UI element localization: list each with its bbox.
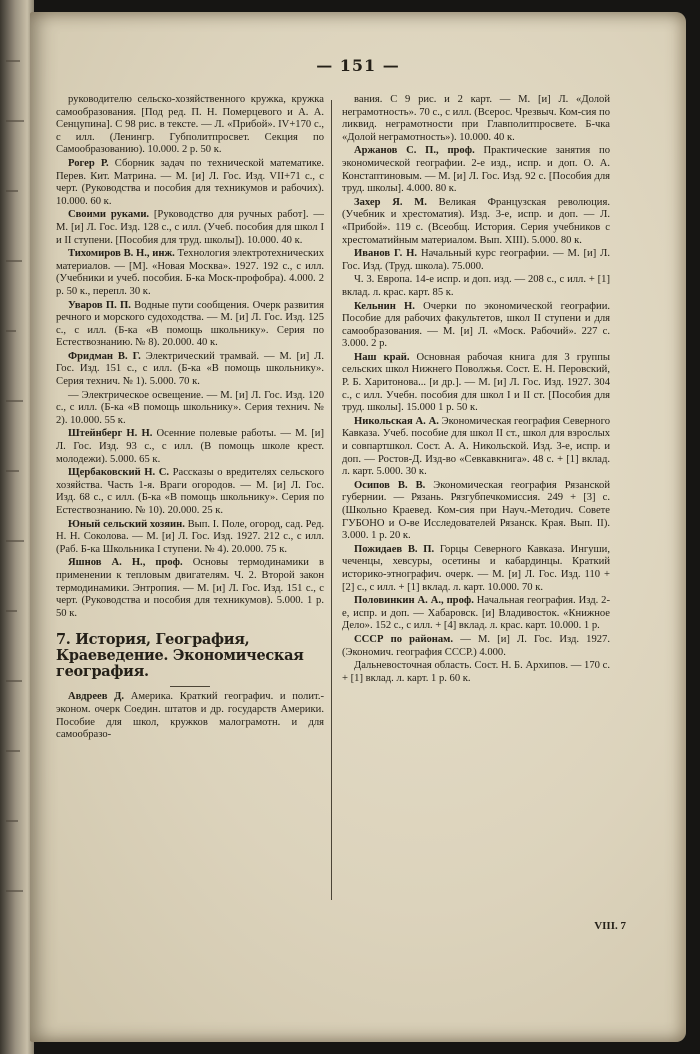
book-page — [30, 12, 686, 1042]
bibliography-entry — [342, 145, 610, 195]
bibliography-entry — [56, 691, 324, 741]
entry-author: Никольская А. А. — [354, 415, 439, 427]
entry-author: Иванов Г. Н. — [354, 248, 418, 260]
entry-author: Пожидаев В. П. — [354, 543, 435, 555]
entry-author: Авдреев Д. — [68, 691, 125, 703]
entry-text: Электрический трамвай. — М. [и] Л. Гос. Изд. 151 с., с илл. (Б-ка «В помощь школьнику». Серия технич. № 1). 5.000. 70 к. — [56, 350, 324, 388]
entry-text: — Электрическое освещение. — М. [и] Л. Гос. Изд. 120 с., с илл. (Б-ка «В помощь школьнику». Серия технич. № 2). 10.000. 55 к. — [56, 389, 324, 426]
bibliography-entry — [56, 158, 324, 208]
entry-text: Начальная география. Изд. 2-е, испр. и доп. — Хабаровск. [и] Владивосток. «Книжное Дело». 152 с., с илл. + [4] вклад. л. крас. карт. 10.000. 1 р. — [342, 595, 611, 632]
entry-text: Вып. I. Поле, огород, сад. Ред. Н. Н. Соколова. — М. [и] Л. Гос. Изд. 1927. 212 с., с илл. (Раб. Б-ка Школьника I ступени. № 4). 20.000. 75 к. — [56, 518, 324, 555]
entry-text: Рассказы о вредителях сельского хозяйства. Часть 1-я. Враги огородов. — М. [и] Л. Гос. Изд. 68 с., с илл. (Б-ка «В помощь школьнику». Серия по Естествознанию. № 10). 20.000. 25 к. — [56, 467, 324, 516]
entry-text: Технология электротехнических материалов. — [М]. «Новая Москва». 1927. 192 с., с илл. (Учебники и учеб. пособия. Б-ка Моск-профобра). 4.000. 2 р. 50 к., перепл. 30 к. — [56, 248, 324, 297]
entry-author: Кельнин Н. — [354, 300, 415, 312]
entry-text: Основная рабочая книга для 3 группы сельских школ Нижнего Поволжья. Сост. Е. Н. Перовский, Р. Б. Харитонова... [и др.]. — М. [и] Л. Гос. Изд. 1927. 304 с., с илл. Учебн. пособия для школ I и II ст. [Пособия для труд. школы]. 15.000 1 р. 50 к. — [342, 351, 610, 414]
bibliography-entry — [342, 634, 610, 659]
bibliography-entry — [56, 390, 324, 428]
entry-text: вания. С 9 рис. и 2 карт. — М. [и] Л. «Долой неграмотность». 70 с., с илл. (Всерос. Чрезвыч. Ком-сия по ликвид. неграмотности при Главполитпросвете. Б-чка «Долой неграмотность»). 10.000. 40 к. — [342, 94, 610, 143]
bibliography-entry — [342, 595, 610, 633]
section-heading: 7. История, География, Краеведение. Экономическая география. — [56, 631, 304, 681]
bibliography-entry — [56, 428, 324, 466]
entry-author: Захер Я. М. — [354, 196, 427, 208]
printer-signature-mark: VIII. 7 — [594, 920, 626, 932]
bibliography-entry — [342, 197, 610, 247]
entry-text: Америка. Краткий географич. и полит.-эконом. очерк Соедин. штатов и др. государств Америки. Пособие для школ, кружков малограмотн. и для самообразо- — [56, 691, 324, 741]
entry-author: Аржанов С. П., проф. — [354, 145, 475, 157]
bibliography-entry — [56, 209, 324, 247]
heading-separator — [170, 686, 210, 687]
entry-author: Юный сельский хозяин. — [68, 518, 185, 530]
entry-author: Тихомиров В. Н., инж. — [68, 248, 175, 260]
entry-text: Дальневосточная область. Сост. Н. Б. Архипов. — 170 с. + [1] вклад. л. карт. 1 р. 60 к. — [342, 660, 610, 684]
entry-text: Водные пути сообщения. Очерк развития речного и морского судоходства. — М. [и] Л. Гос. Изд. 125 с., с илл. (Б-ка «В помощь школьнику». Серия по Естествознанию. № 8). 20.000. 40 к. — [56, 299, 324, 349]
bibliography-entry — [56, 300, 324, 350]
bibliography-entry — [342, 416, 610, 479]
entry-author: Яшнов А. Н., проф. — [68, 557, 183, 569]
entry-text: — М. [и] Л. Гос. Изд. 1927. (Экономич. география СССР.) 4.000. — [342, 633, 611, 658]
entry-text: Практические занятия по экономической географии. 2-е изд., испр. и доп. О. А. Констаптиновым. — М. [и] Л. Гос. Изд. 92 с. [Пособия для труд. школы]. 4.000. 80 к. — [342, 145, 610, 195]
bibliography-entry — [342, 94, 610, 144]
page-number: — 151 — — [316, 56, 400, 75]
entry-author: Половинкин А. А., проф. — [354, 595, 474, 607]
entry-text: [Руководство для ручных работ]. — М. [и] Л. Гос. Изд. 128 с., с илл. (Учеб. пособия для школ I и II ступени. [Пособия для труд. школы]). 10.000. 40 к. — [56, 209, 324, 246]
entry-text: Начальный курс географии. — М. [и] Л. Гос. Изд. (Труд. школа). 75.000. — [342, 248, 610, 272]
entry-text: Экономическая география Рязанской губернии. — Рязань. Рязгубпечкомиссия. 249 + [3] с. (Школьно Краевед. Ком-сия при Науч.-Методич. Совете ГУБОНО и О-ве Исследователей Рязанск. Края. Вып. II). 3.000. 1 р. 20 к. — [342, 479, 610, 542]
bibliography-entry — [342, 248, 610, 273]
entry-author: Осипов В. В. — [354, 479, 426, 491]
entry-author: Фридман В. Г. — [68, 350, 141, 362]
entry-text: Великая Французская революция. (Учебник и хрестоматия). Изд. 3-е, испр. и доп. — Л. «Прибой». 119 с. (Всеобщ. История. Серия учебников с хрестоматийным материалом. Вып. XIII). 5.000. 80 к. — [342, 196, 610, 246]
entry-author: Наш край. — [354, 351, 410, 363]
entry-author: Штейнберг Н. Н. — [68, 428, 153, 440]
column-divider — [331, 100, 332, 900]
bibliography-entry — [342, 544, 610, 594]
entry-text: Основы термодинамики в применении к тепловым двигателям. Ч. 2. Второй закон термодинамики. Энтропия. — М. [и] Л. Гос. Изд. 151 с., с черт. (Руководства и пособия для техникумов). 5.000. 1 р. 50 к. — [56, 557, 324, 619]
entry-author: Щербаковский Н. С. — [68, 467, 170, 479]
entry-author: Уваров П. П. — [68, 299, 131, 311]
bibliography-entry — [342, 480, 610, 543]
entry-author: Рогер Р. — [68, 157, 109, 169]
bibliography-entry — [56, 94, 324, 157]
bibliography-entry — [56, 557, 324, 620]
entry-author: СССР по районам. — [354, 633, 454, 645]
entry-text: Очерки по экономической географии. Пособие для рабочих факультетов, школ II ступени и для самообразования. — М. [и] Л. «Моск. Рабочий». 227 с. 3.000. 2 р. — [342, 300, 611, 350]
bibliography-entry — [56, 519, 324, 557]
entry-text: Осенние полевые работы. — М. [и] Л. Гос. Изд. 93 с., с илл. (В помощь школе крест. молодежи). 5.000. 65 к. — [56, 428, 324, 465]
bibliography-entry — [342, 352, 610, 415]
bibliography-entry — [56, 467, 324, 517]
left-column — [56, 94, 324, 743]
entry-text: Экономическая география Северного Кавказа. Учеб. пособие для школ II ст., школ для взрослых и совпартшкол. Сост. А. А. Никольской. Изд. 3-е, испр. и доп. — Ростов-Д. Изд-во «Севкавкнига». 48 с. + [1] вклад. л. карт. 5.000. 30 к. — [342, 415, 610, 478]
bibliography-entry — [342, 301, 610, 351]
bibliography-entry — [342, 274, 610, 299]
entry-author: Своими руками. — [68, 209, 150, 221]
bibliography-entry — [342, 660, 610, 685]
bibliography-entry — [56, 248, 324, 298]
previous-page-edge — [0, 0, 34, 1054]
entry-text: Сборник задач по технической математике. Перев. Кит. Матрина. — М. [и] Л. Гос. Изд. VII+71 с., с черт. (Руководства и пособия для техникумов и рабочих). 10.000. 60 к. — [56, 157, 324, 207]
right-column — [342, 94, 610, 686]
bibliography-entry — [56, 351, 324, 389]
entry-text: Горцы Северного Кавказа. Ингуши, чеченцы, хевсуры, осетины и кабардинцы. Краткий историко-этнографич. очерк. — М. [и] Л. Гос. Изд. 110 + [2] с., с илл. + [1] вклад. л. карт. 10.000. 70 к. — [342, 543, 610, 593]
entry-text: руководителю сельско-хозяйственного кружка, кружка самообразования. [Под ред. П. Н. Померцевого и А. А. Сенцупина]. С 98 рис. в тексте. — Л. «Прибой». IV+170 с., с илл. (Ленингр. Губполитпросвет. Секция по Самообразованию). 10.000. 2 р. 50 к. — [56, 94, 324, 156]
entry-text: Ч. 3. Европа. 14-е испр. и доп. изд. — 208 с., с илл. + [1] вклад. л. крас. карт. 85 к. — [342, 274, 610, 298]
